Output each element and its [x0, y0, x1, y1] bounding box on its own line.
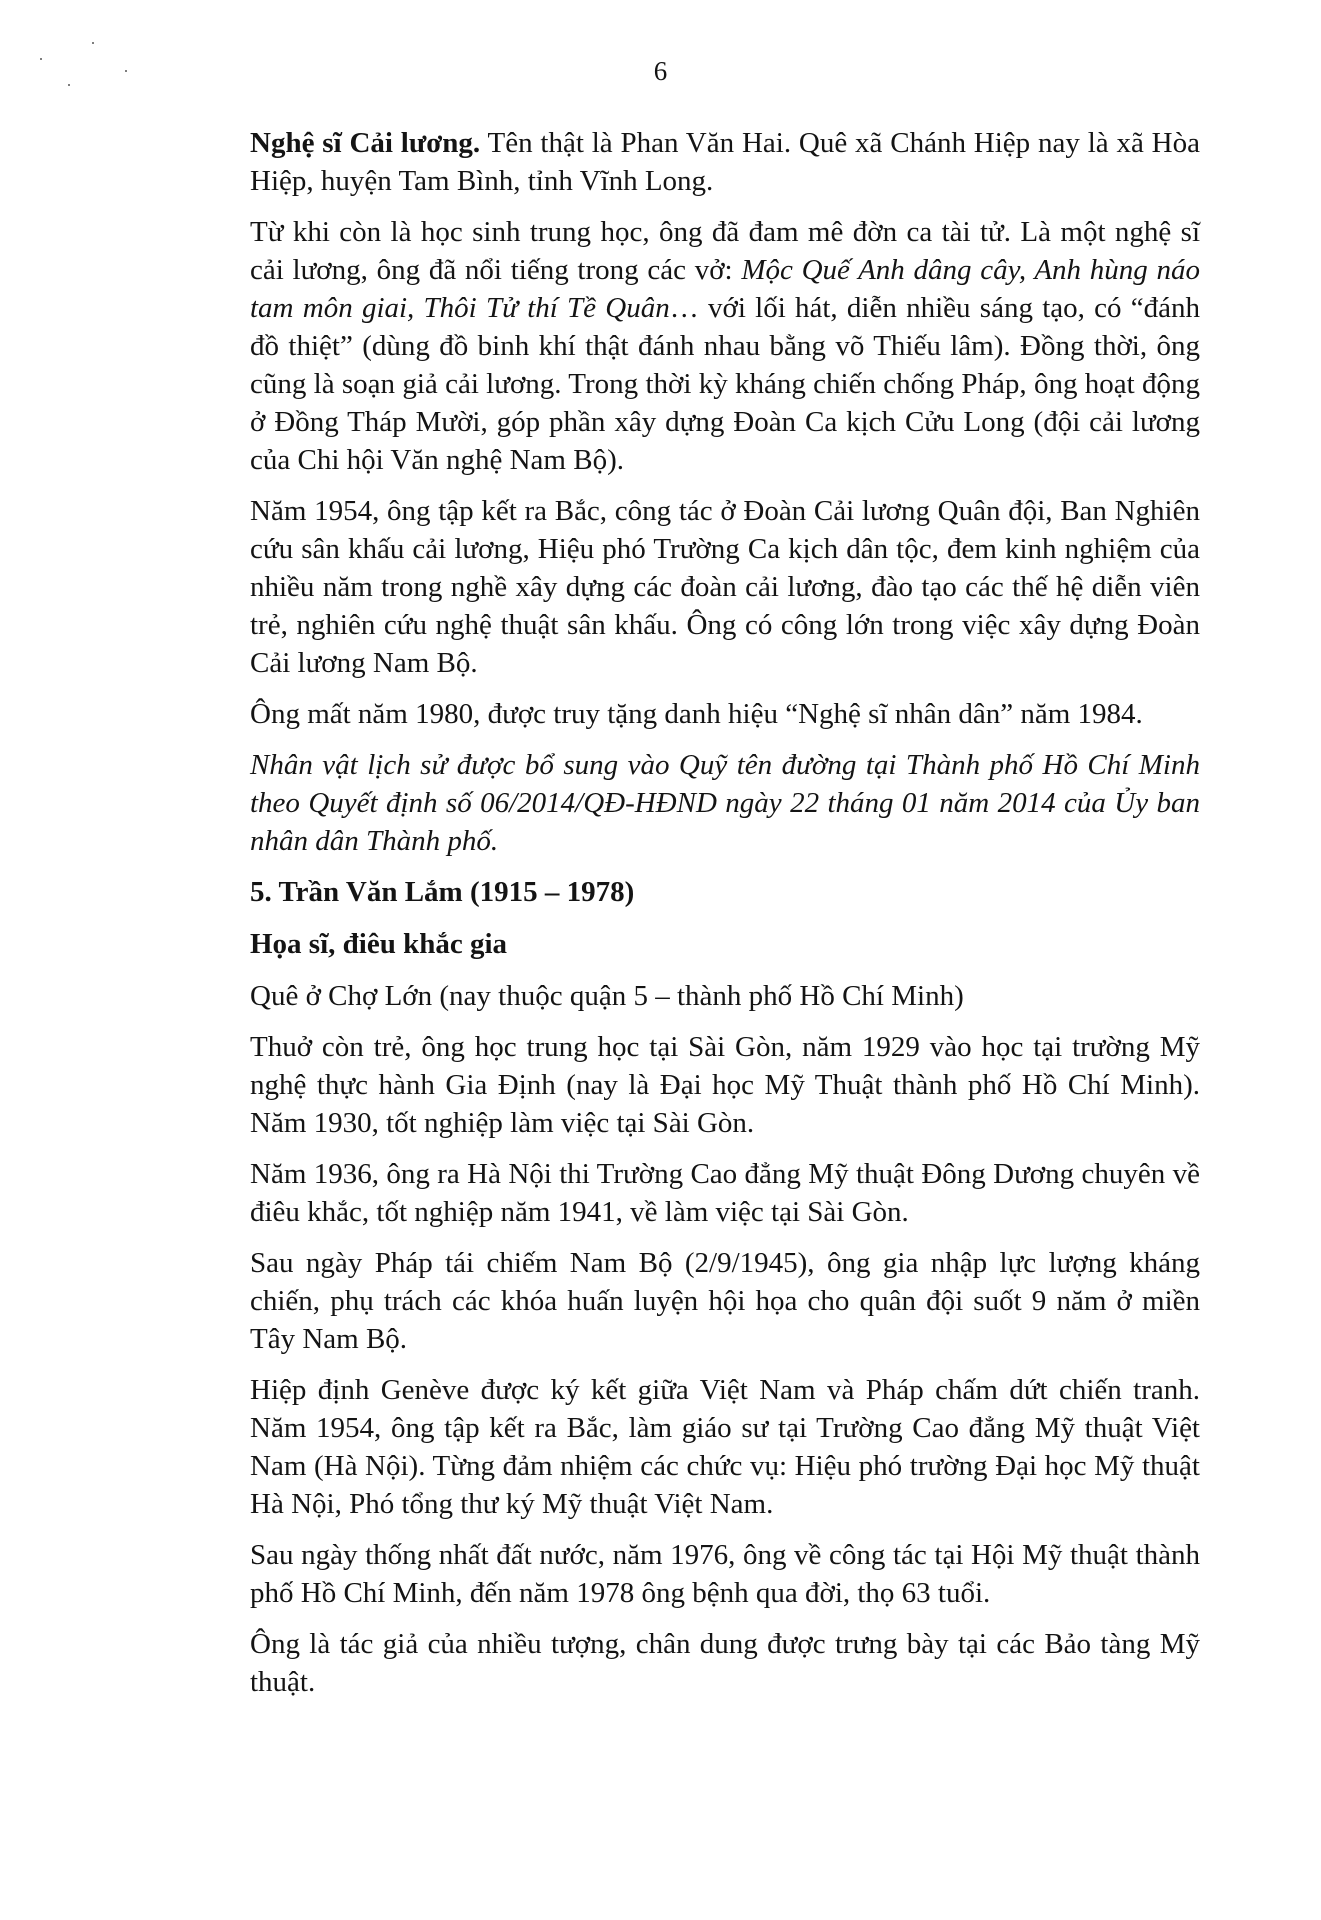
intro-paragraph — [250, 124, 1200, 200]
street-name-note: Nhân vật lịch sử được bổ sung vào Quỹ tên đường tại Thành phố Hồ Chí Minh theo Quyết định số 06/2014/QĐ-HĐND ngày 22 tháng 01 năm 2014 của Ủy ban nhân dân Thành phố. — [250, 749, 1200, 857]
career-paragraph — [250, 213, 1200, 479]
northern-career-paragraph: Năm 1954, ông tập kết ra Bắc, công tác ở Đoàn Cải lương Quân đội, Ban Nghiên cứu sân khấu cải lương, Hiệu phó Trường Ca kịch dân tộc, đem kinh nghiệm của nhiều năm trong nghề xây dựng các đoàn cải lương, đào tạo các thế hệ diễn viên trẻ, nghiên cứu nghệ thuật sân khấu. Ông có công lớn trong việc xây dựng Đoàn Cải lương Nam Bộ. — [250, 495, 1200, 679]
career-text-1: Từ khi còn là học sinh trung học, ông đã đam mê đờn ca tài tử. Là một nghệ sĩ cải lương, ông đã nổi tiếng trong các vở: — [250, 216, 1200, 286]
page-number: 6 — [653, 56, 668, 86]
section-paragraph: Sau ngày thống nhất đất nước, năm 1976, ông về công tác tại Hội Mỹ thuật thành phố Hồ Chí Minh, đến năm 1978 ông bệnh qua đời, thọ 63 tuổi. — [250, 1539, 1200, 1609]
intro-lead: Nghệ sĩ Cải lương. — [250, 127, 481, 159]
section-subheading: Họa sĩ, điêu khắc gia — [250, 928, 508, 960]
section-paragraph: Quê ở Chợ Lớn (nay thuộc quận 5 – thành phố Hồ Chí Minh) — [250, 980, 964, 1012]
document-body — [250, 124, 1200, 1714]
section-paragraph: Năm 1936, ông ra Hà Nội thi Trường Cao đẳng Mỹ thuật Đông Dương chuyên về điêu khắc, tốt nghiệp năm 1941, về làm việc tại Sài Gòn. — [250, 1158, 1200, 1228]
section-paragraph: Ông là tác giả của nhiều tượng, chân dung được trưng bày tại các Bảo tàng Mỹ thuật. — [250, 1628, 1200, 1698]
section-paragraph: Thuở còn trẻ, ông học trung học tại Sài Gòn, năm 1929 vào học tại trường Mỹ nghệ thực hành Gia Định (nay là Đại học Mỹ Thuật thành phố Hồ Chí Minh). Năm 1930, tốt nghiệp làm việc tại Sài Gòn. — [250, 1031, 1200, 1139]
section-paragraph: Sau ngày Pháp tái chiếm Nam Bộ (2/9/1945), ông gia nhập lực lượng kháng chiến, phụ trách các khóa huấn luyện hội họa cho quân đội suốt 9 năm ở miền Tây Nam Bộ. — [250, 1247, 1200, 1355]
intro-text: Tên thật là Phan Văn Hai. Quê xã Chánh Hiệp nay là xã Hòa Hiệp, huyện Tam Bình, tỉnh Vĩnh Long. — [250, 127, 1200, 197]
death-paragraph: Ông mất năm 1980, được truy tặng danh hiệu “Nghệ sĩ nhân dân” năm 1984. — [250, 698, 1143, 730]
section-heading: 5. Trần Văn Lắm (1915 – 1978) — [250, 876, 635, 908]
play-titles: Mộc Quế Anh dâng cây, Anh hùng náo tam môn giai, Thôi Tử thí Tề Quân — [250, 254, 1200, 324]
section-paragraph: Hiệp định Genève được ký kết giữa Việt Nam và Pháp chấm dứt chiến tranh. Năm 1954, ông tập kết ra Bắc, làm giáo sư tại Trường Cao đẳng Mỹ thuật Việt Nam (Hà Nội). Từng đảm nhiệm các chức vụ: Hiệu phó trường Đại học Mỹ thuật Hà Nội, Phó tổng thư ký Mỹ thuật Việt Nam. — [250, 1374, 1200, 1520]
scan-speck — [92, 42, 94, 44]
career-text-2: … với lối hát, diễn nhiều sáng tạo, có “đánh đồ thiệt” (dùng đồ binh khí thật đánh nhau bằng võ Thiếu lâm). Đồng thời, ông cũng là soạn giả cải lương. Trong thời kỳ kháng chiến chống Pháp, ông hoạt động ở Đồng Tháp Mười, góp phần xây dựng Đoàn Ca kịch Cửu Long (đội cải lương của Chi hội Văn nghệ Nam Bộ). — [250, 292, 1200, 476]
